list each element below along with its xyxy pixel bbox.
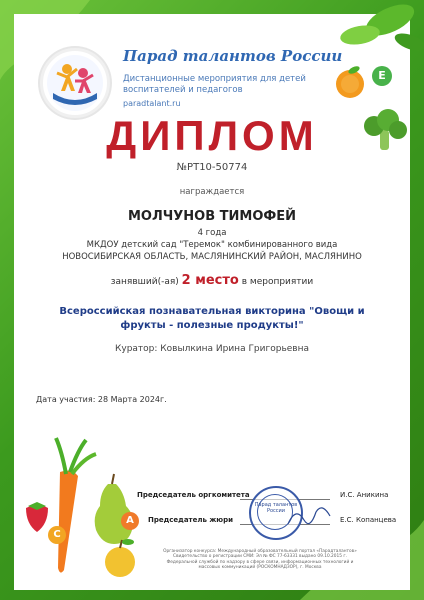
- strawberry-icon: [26, 502, 48, 532]
- jury-label: Председатель жюри: [148, 516, 234, 524]
- diploma-number: №PT10-50774: [176, 162, 248, 173]
- place-suffix: в мероприятии: [241, 277, 314, 287]
- vitamin-c-badge: C: [48, 526, 66, 544]
- curator: Куратор: Ковылкина Ирина Григорьевна: [114, 344, 309, 354]
- chair-label: Председатель оргкомитета: [137, 491, 250, 499]
- vegetable-group: [20, 432, 140, 582]
- participation-date: Дата участия: 28 Марта 2024г.: [36, 395, 167, 404]
- place-prefix: занявший(-ая): [110, 277, 179, 287]
- diploma-heading: ДИПЛОМ: [106, 112, 318, 159]
- leaf-icon: [330, 0, 424, 60]
- signature-scribble-icon: [286, 502, 334, 532]
- brand-title: Парад талантов России: [123, 47, 343, 65]
- apple-icon: [105, 539, 135, 577]
- institution: МКДОУ детский сад "Теремок" комбинированного вида: [86, 240, 338, 250]
- logo-emblem: [40, 48, 110, 118]
- brand-site-link[interactable]: paradtalant.ru: [123, 99, 181, 108]
- footer-legal: Организатор конкурса: Международный образовательный портал «Парадталантов» Свидетельство о регистрации СМИ: Эл № ФС 77-63331 выдано 09.10.2015 г. Федеральной службой по надзору в сфере связи, информационных технологий и массовых коммуникаций (РОСКОМНАДЗОР), г. Москва: [163, 549, 357, 570]
- carrot-icon: [56, 438, 96, 573]
- recipient-age: 4 года: [197, 228, 227, 238]
- place-line: [0, 273, 424, 288]
- jury-name: Е.С. Копанцева: [340, 516, 397, 524]
- pear-icon: [95, 474, 133, 544]
- location: НОВОСИБИРСКАЯ ОБЛАСТЬ, МАСЛЯНИНСКИЙ РАЙОН, МАСЛЯНИНО: [62, 252, 362, 262]
- recipient-name: МОЛЧУНОВ ТИМОФЕЙ: [127, 209, 297, 224]
- event-title: Всероссийская познавательная викторина "Овощи и фрукты - полезные продукты!": [59, 306, 365, 331]
- place-value: 2 место: [181, 273, 239, 288]
- awarded-label: награждается: [179, 187, 245, 197]
- chair-name: И.С. Аникина: [340, 491, 389, 499]
- brand-subtitle: Дистанционные мероприятия для детей воспитателей и педагогов: [123, 74, 306, 95]
- vitamin-e-badge: E: [372, 66, 392, 86]
- seal-text: Парад талантов России: [254, 502, 298, 514]
- orange-icon: [332, 64, 368, 100]
- vitamin-a-badge: A: [121, 512, 139, 530]
